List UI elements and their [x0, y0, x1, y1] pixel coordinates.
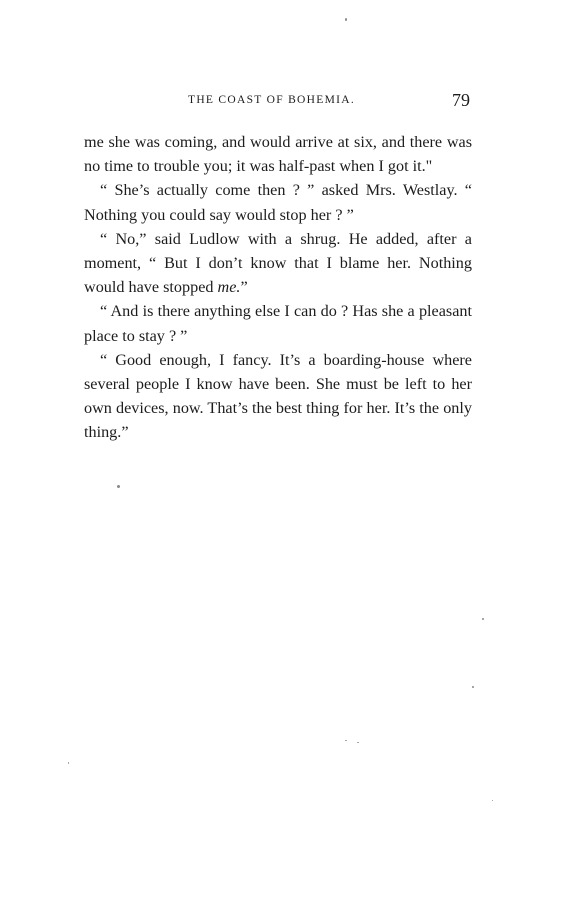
paper-speck	[492, 800, 493, 801]
paragraph: me she was coming, and would arrive at six, and there was no time to trouble you; it was half-past when I got it."	[84, 133, 472, 176]
paper-speck	[345, 18, 347, 21]
running-title: THE COAST OF BOHEMIA.	[188, 94, 356, 106]
running-head	[84, 90, 474, 114]
page-number: 79	[452, 90, 470, 110]
body-text	[84, 130, 472, 445]
paragraph	[84, 227, 472, 300]
paper-speck	[68, 762, 69, 764]
paragraph: “ And is there anything else I can do ? Has she a pleasant place to stay ? ”	[84, 302, 472, 345]
paragraph: “ Good enough, I fancy. It’s a boarding-house where several people I know have been. She must be left to her own devices, now. That’s the best thing for her. It’s the only thing.”	[84, 350, 472, 442]
paragraph: “ She’s actually come then ? ” asked Mrs. Westlay. “ Nothing you could say would stop her ? ”	[84, 181, 472, 224]
paper-speck	[482, 618, 484, 620]
closing-quote: ”	[240, 278, 248, 297]
paragraph-text: “ No,” said Ludlow with a shrug. He added, after a moment, “ But I don’t know that I blame her. Nothing would have stopped	[84, 229, 472, 297]
paper-speck	[472, 686, 474, 688]
emphasized-word: me.	[217, 278, 241, 297]
paper-speck	[117, 485, 120, 488]
paper-speck	[345, 740, 347, 741]
paper-speck	[357, 742, 359, 743]
